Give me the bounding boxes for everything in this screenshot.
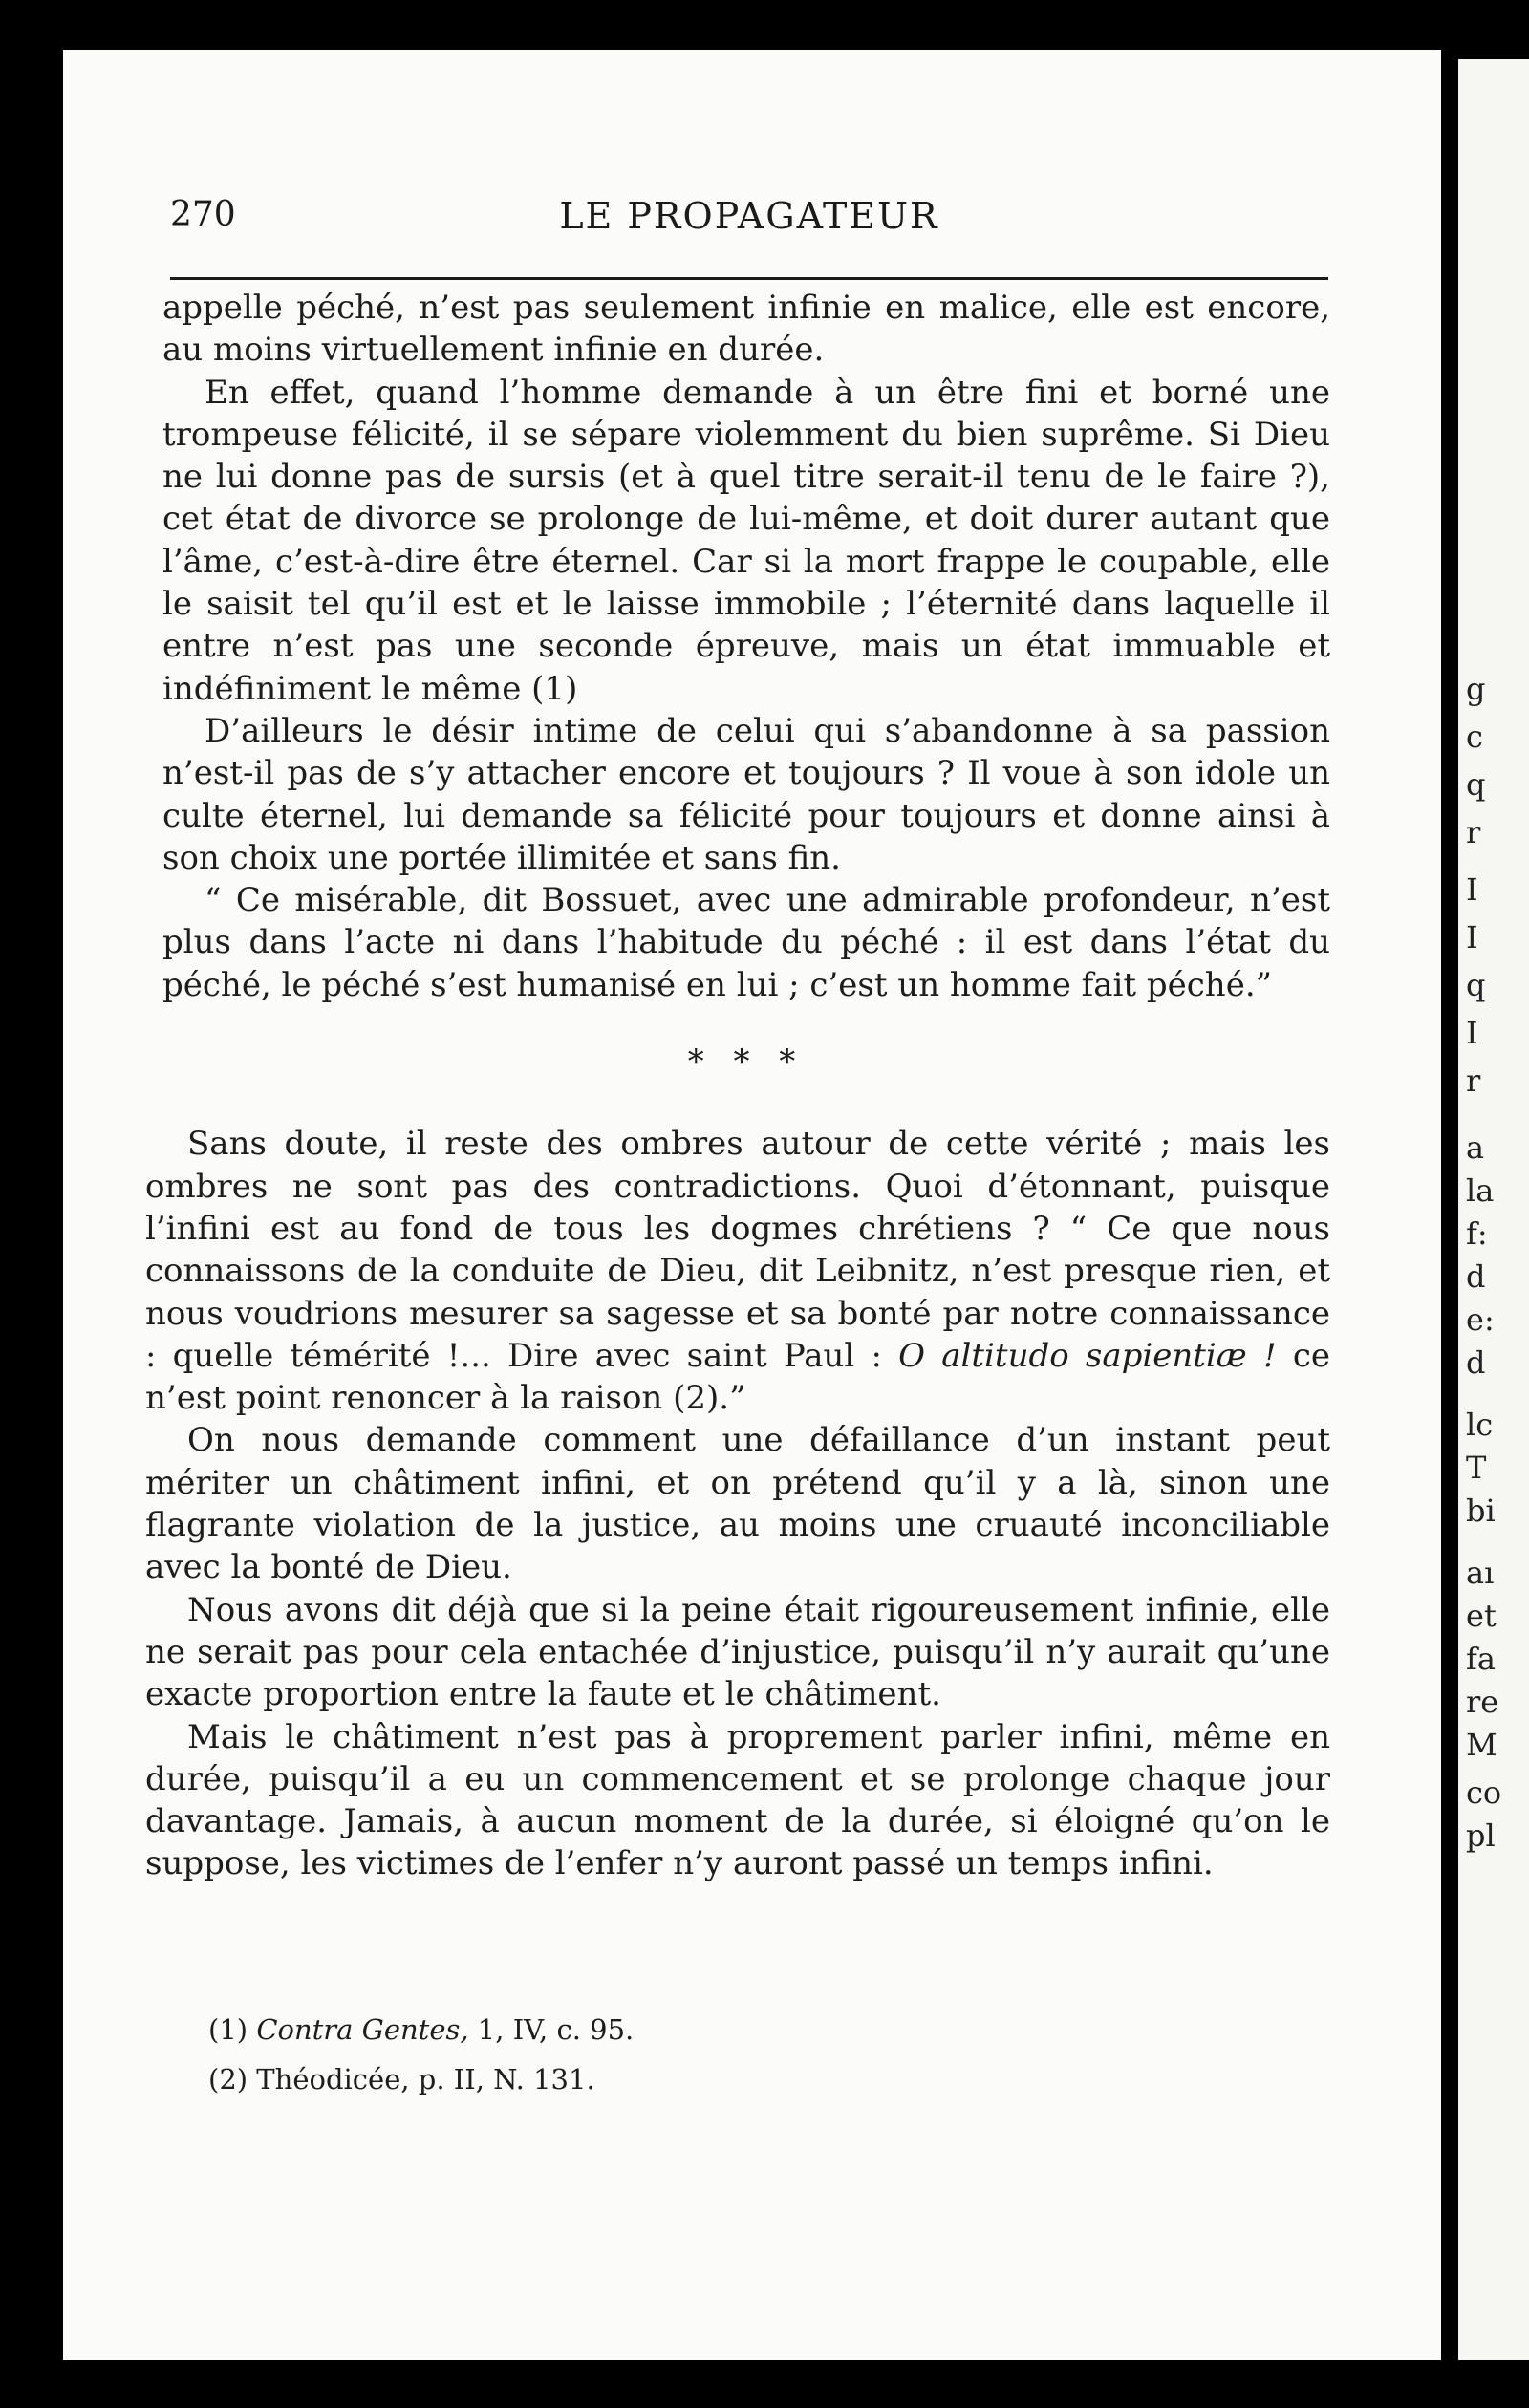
edge-letter: T (1466, 1450, 1487, 1486)
edge-letter: f: (1466, 1215, 1488, 1252)
footnote-mark: (1) (208, 2013, 248, 2046)
latin-quote: O altitudo sapientiæ ! (898, 1336, 1277, 1375)
page-number: 270 (170, 195, 236, 234)
paragraph (145, 1123, 1330, 1419)
paragraph: appelle péché, n’est pas seulement infinie en malice, elle est encore, au moins virtuellement infinie en durée. (162, 289, 1330, 370)
footnote (208, 2054, 1068, 2104)
edge-letter: d (1466, 1344, 1486, 1381)
edge-letter: q (1466, 766, 1486, 803)
footnote-ref: Théodicée, p. II, N. 131. (248, 2063, 595, 2096)
edge-letter: aı (1466, 1555, 1495, 1591)
section-two (145, 1123, 1330, 1884)
section-separator: * * * (687, 1043, 806, 1082)
footnote-mark: (2) (208, 2063, 248, 2096)
edge-letter: r (1466, 814, 1481, 850)
edge-letter: la (1466, 1172, 1495, 1209)
running-title: LE PROPAGATEUR (559, 195, 939, 237)
edge-letter: lc (1466, 1407, 1494, 1443)
edge-letter: g (1466, 671, 1486, 707)
paragraph: On nous demande comment une défaillance d’un instant peut mériter un châtiment infini, et on prétend qu’il y a là, sinon une flagrante violation de la justice, au moins une cruauté inconciliable avec la bonté de Dieu. (145, 1421, 1330, 1587)
paragraph-text: Sans doute, il reste des ombres autour de cette vérité ; mais les ombres ne sont pas des contradictions. Quoi d’étonnant, puisque l’infini est au fond de tous les dogmes chrétiens ? “ Ce que nous connaissons de la conduite de Dieu, dit Leibnitz, n’est presque rien, et nous voudrions mesurer sa sagesse et sa bonté par notre connaissance : quelle témérité !... Dire avec saint Paul : (145, 1125, 1330, 1375)
edge-letter: et (1466, 1598, 1497, 1634)
footnote-title: Contra Gentes, (256, 2013, 469, 2046)
edge-letter: pl (1466, 1817, 1496, 1854)
edge-letter: d (1466, 1258, 1486, 1295)
edge-letter: c (1466, 719, 1483, 755)
adjacent-page-edge (1458, 59, 1529, 2360)
edge-letter: r (1466, 1063, 1481, 1099)
edge-letter: I (1466, 871, 1478, 908)
edge-letter: e: (1466, 1301, 1495, 1338)
edge-letter: I (1466, 1015, 1478, 1051)
edge-letter: bi (1466, 1493, 1496, 1529)
paragraph: Nous avons dit déjà que si la peine était rigoureusement infinie, elle ne serait pas pour cela entachée d’injustice, puisqu’il n’y aurait qu’une exacte proportion entre la faute et le châtiment. (145, 1590, 1330, 1714)
edge-letter: q (1466, 967, 1486, 1003)
edge-letter: re (1466, 1684, 1499, 1720)
footnote (208, 2005, 1068, 2054)
page-header (170, 195, 1328, 252)
paragraph: Mais le châtiment n’est pas à proprement parler infini, même en durée, puisqu’il a eu un commencement et se prolonge chaque jour davantage. Jamais, à aucun moment de la durée, si éloigné qu’on le suppose, les victimes de l’enfer n’y auront passé un temps infini. (145, 1717, 1330, 1883)
edge-letter: a (1466, 1129, 1485, 1166)
paragraph-text: ce n’est point renoncer à la raison (2).” (145, 1336, 1330, 1418)
body-text (145, 287, 1330, 1885)
edge-letter: fa (1466, 1641, 1496, 1677)
edge-letter: M (1466, 1727, 1497, 1763)
edge-letter: I (1466, 919, 1478, 956)
paragraph: D’ailleurs le désir intime de celui qui s’abandonne à sa passion n’est-il pas de s’y attacher encore et toujours ? Il voue à son idole un culte éternel, lui demande sa félicité pour toujours et donne ainsi à son choix une portée illimitée et sans fin. (162, 711, 1330, 877)
header-rule (170, 277, 1328, 280)
edge-letter: co (1466, 1774, 1502, 1811)
paragraph: En effet, quand l’homme demande à un être fini et borné une trompeuse félicité, il se sépare violemment du bien suprême. Si Dieu ne lui donne pas de sursis (et à quel titre serait-il tenu de le faire ?), cet état de divorce se prolonge de lui-même, et doit durer autant que l’âme, c’est-à-dire être éternel. Car si la mort frappe le coupable, elle le saisit tel qu’il est et le laisse immobile ; l’éternité dans laquelle il entre n’est pas une seconde épreuve, mais un état immuable et indéfiniment le même (1) (162, 373, 1330, 708)
footnotes (208, 2005, 1068, 2104)
paragraph: “ Ce misérable, dit Bossuet, avec une admirable profondeur, n’est plus dans l’acte ni dans l’habitude du péché : il est dans l’état du péché, le péché s’est humanisé en lui ; c’est un homme fait péché.” (162, 881, 1330, 1004)
footnote-ref: 1, IV, c. 95. (468, 2013, 635, 2046)
